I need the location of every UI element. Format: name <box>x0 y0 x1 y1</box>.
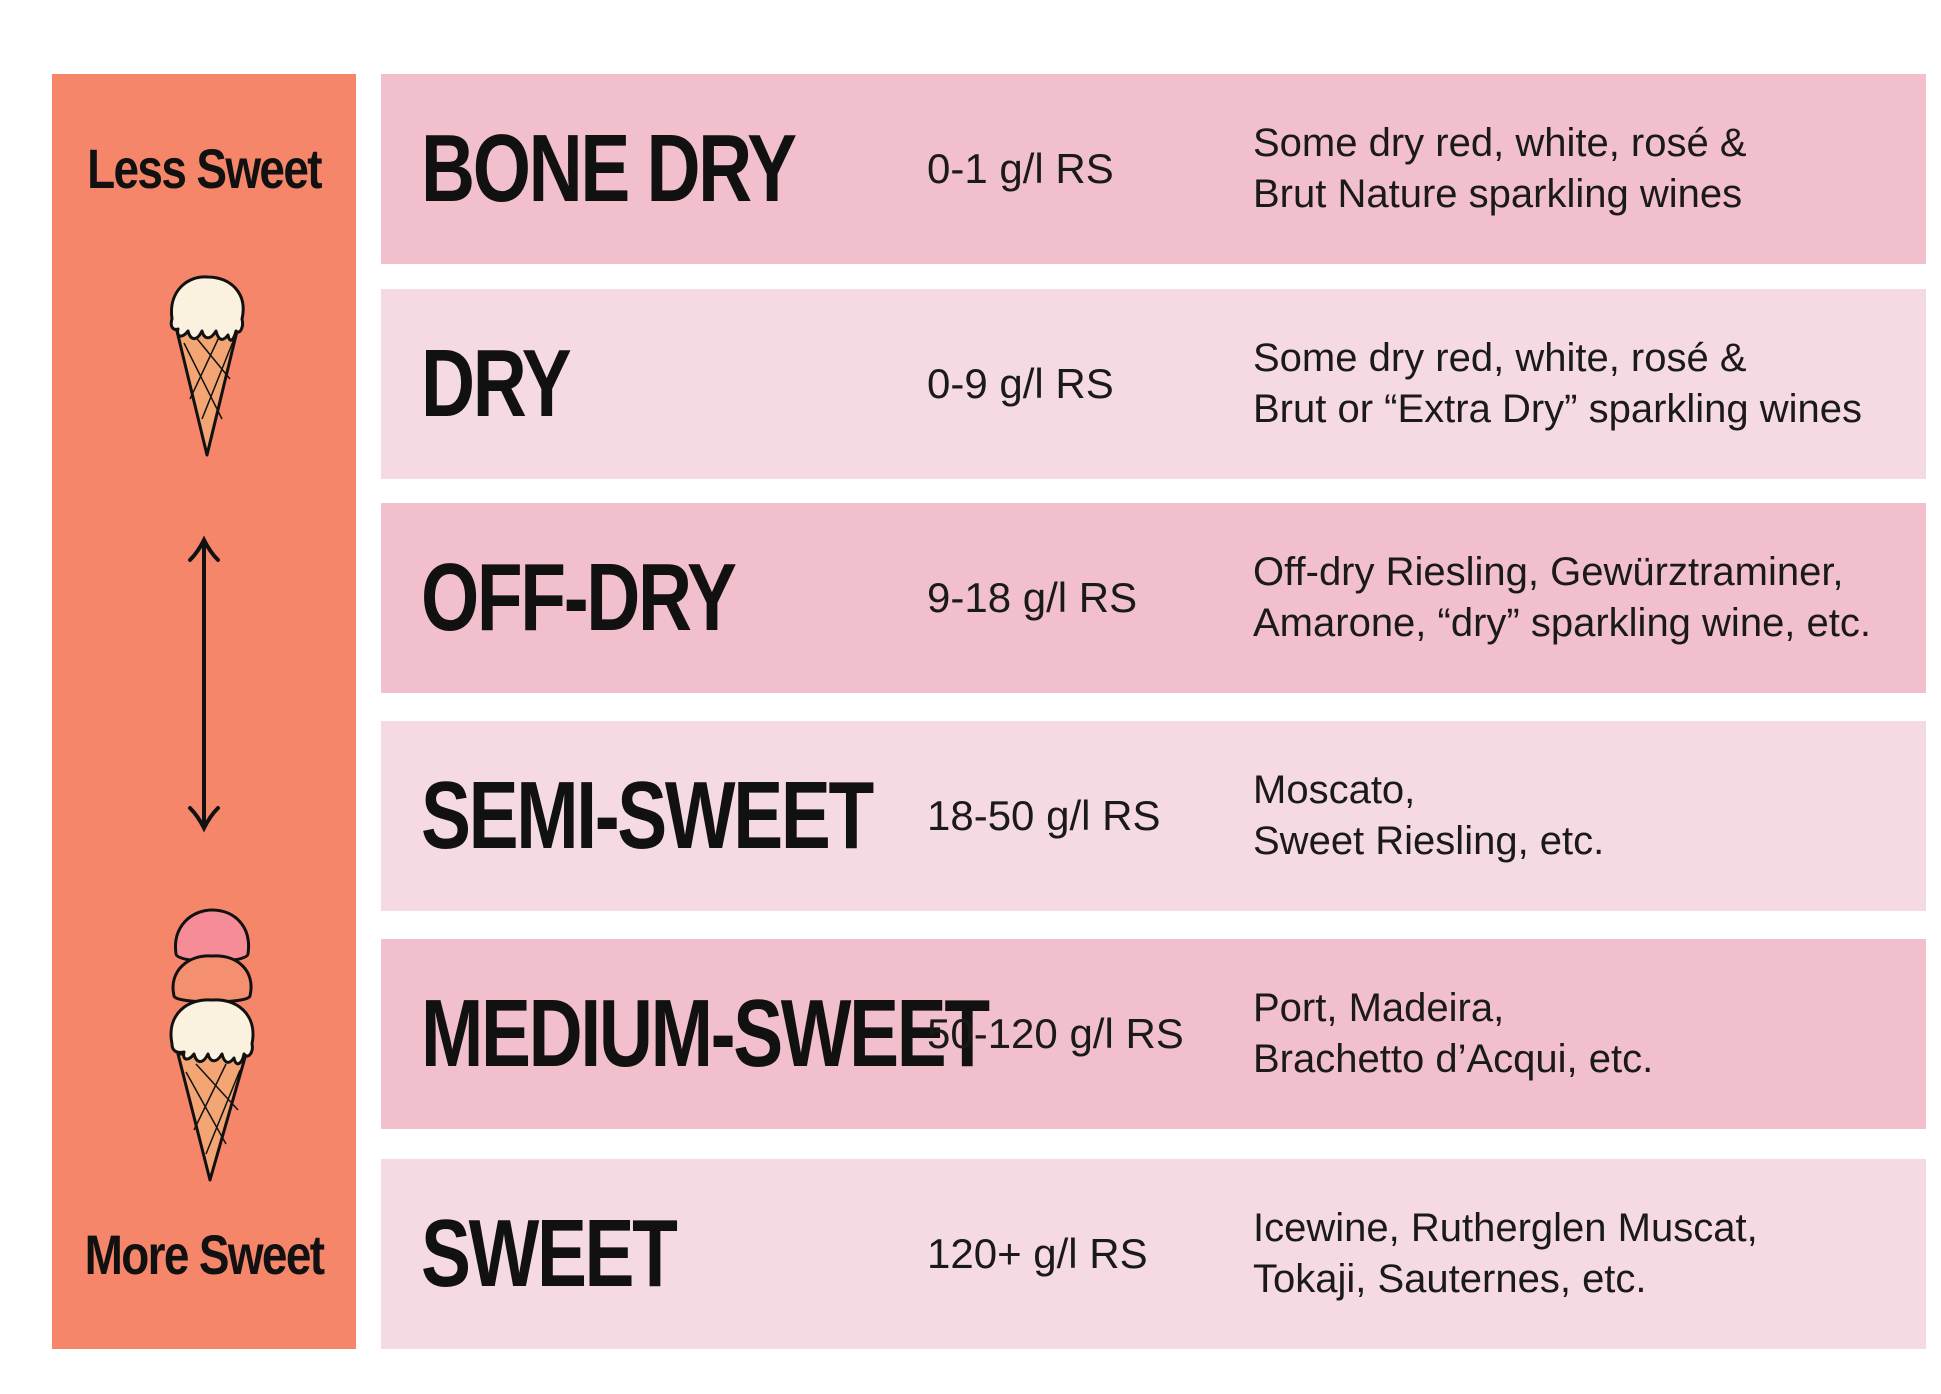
wine-examples-line: Sweet Riesling, etc. <box>1253 819 1605 863</box>
level-name: DRY <box>421 330 570 437</box>
wine-examples-line: Brut or “Extra Dry” sparkling wines <box>1253 387 1863 431</box>
level-row-medium-sweet <box>381 939 1926 1129</box>
wine-examples-line: Amarone, “dry” sparkling wine, etc. <box>1253 601 1872 645</box>
wine-examples <box>1253 983 1653 1085</box>
wine-examples-line: Some dry red, white, rosé & <box>1253 121 1747 165</box>
wine-examples-line: Brachetto d’Acqui, etc. <box>1253 1037 1654 1081</box>
residual-sugar-range: 9-18 g/l RS <box>927 574 1138 621</box>
level-row-bone-dry <box>381 74 1926 264</box>
residual-sugar-range: 18-50 g/l RS <box>927 792 1161 839</box>
wine-examples-line: Some dry red, white, rosé & <box>1253 336 1747 380</box>
residual-sugar-range: 0-1 g/l RS <box>927 145 1114 192</box>
level-row-off-dry <box>381 503 1926 693</box>
level-name: SWEET <box>421 1200 676 1307</box>
wine-examples <box>1253 333 1862 435</box>
level-name: MEDIUM-SWEET <box>421 980 988 1087</box>
level-name: OFF-DRY <box>421 544 735 651</box>
triple-scoop-ice-cream-cone-icon <box>162 904 262 1189</box>
wine-examples-line: Moscato, <box>1253 768 1416 812</box>
wine-examples <box>1253 765 1604 867</box>
level-row-sweet <box>381 1159 1926 1349</box>
residual-sugar-range: 50-120 g/l RS <box>927 1010 1184 1057</box>
residual-sugar-range: 0-9 g/l RS <box>927 360 1114 407</box>
double-headed-arrow-icon <box>182 534 226 839</box>
level-name: SEMI-SWEET <box>421 762 872 869</box>
less-sweet-label: Less Sweet <box>87 137 321 200</box>
level-row-dry <box>381 289 1926 479</box>
wine-examples-line: Icewine, Rutherglen Muscat, <box>1253 1206 1758 1250</box>
sweetness-scale-bar <box>52 74 356 1349</box>
level-name: BONE DRY <box>421 115 795 222</box>
more-sweet-label: More Sweet <box>84 1223 324 1286</box>
wine-examples <box>1253 1203 1758 1305</box>
wine-examples-line: Port, Madeira, <box>1253 986 1505 1030</box>
wine-examples-line: Off-dry Riesling, Gewürztraminer, <box>1253 550 1844 594</box>
wine-examples <box>1253 118 1747 220</box>
wine-examples <box>1253 547 1871 649</box>
single-scoop-ice-cream-cone-icon <box>162 269 252 464</box>
wine-examples-line: Brut Nature sparkling wines <box>1253 172 1743 216</box>
wine-examples-line: Tokaji, Sauternes, etc. <box>1253 1257 1647 1301</box>
level-row-semi-sweet <box>381 721 1926 911</box>
residual-sugar-range: 120+ g/l RS <box>927 1230 1148 1277</box>
